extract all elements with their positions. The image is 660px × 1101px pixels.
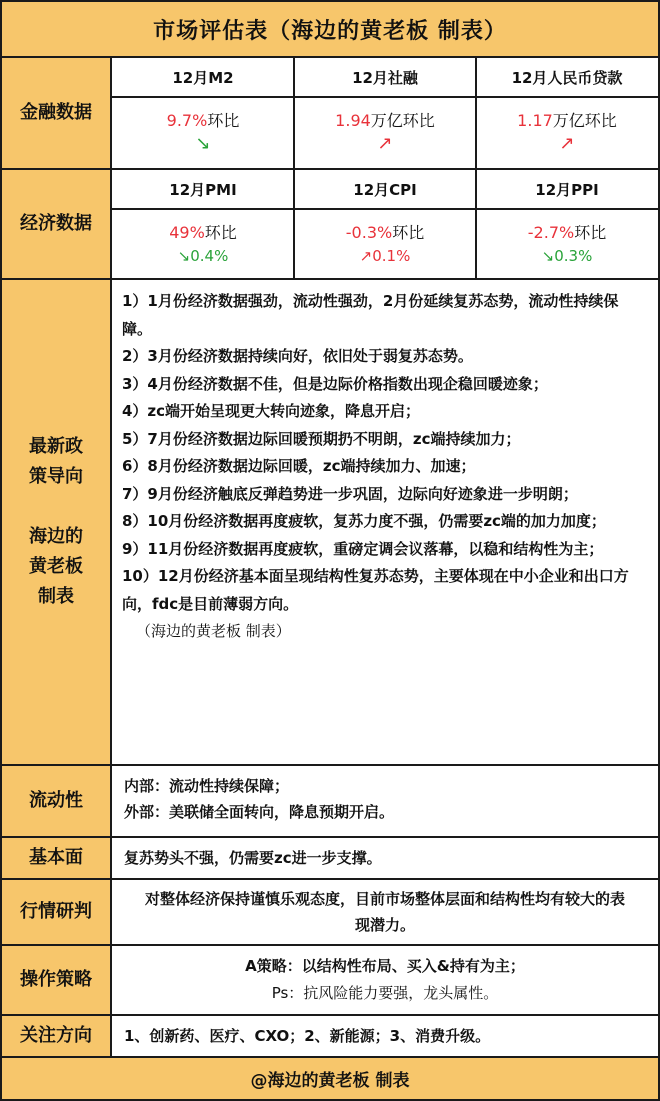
m2-header: 12月M2 [112, 58, 294, 98]
cpi-change: 0.1% [372, 247, 411, 265]
column-divider [475, 170, 477, 278]
fundamentals-content [112, 838, 658, 878]
pmi-value: 49% [169, 223, 205, 242]
trend-down-icon: ↘ [177, 247, 191, 265]
trend-up-icon: ↗ [377, 133, 393, 154]
policy-list [112, 280, 658, 764]
focus-section [2, 1016, 658, 1058]
trend-up-icon: ↗ [559, 133, 575, 154]
m2-value: 9.7% [166, 111, 208, 130]
liquidity-internal: 内部：流动性持续保障； [124, 777, 290, 795]
policy-label-line: 海边的 [29, 526, 83, 547]
cpi-suffix: 环比 [392, 223, 425, 242]
rmb-loans-cell [476, 98, 658, 168]
fundamentals-label: 基本面 [2, 838, 112, 878]
research-label: 行情研判 [2, 880, 112, 944]
liquidity-label: 流动性 [2, 766, 112, 836]
policy-label-line: 制表 [38, 586, 74, 607]
ppi-cell [476, 210, 658, 278]
focus-content [112, 1016, 658, 1056]
rmb-loans-value: 1.17 [517, 111, 553, 130]
economy-section [2, 170, 658, 280]
rmb-loans-suffix: 万亿环比 [552, 111, 617, 130]
policy-label-line: 最新政 [29, 436, 83, 457]
social-financing-cell [294, 98, 476, 168]
ppi-header: 12月PPI [476, 170, 658, 210]
policy-item: 8）10月份经济数据再度疲软，复苏力度不强，仍需要zc端的加力加度； [122, 512, 606, 530]
economy-label: 经济数据 [2, 170, 112, 278]
cpi-value: -0.3% [345, 223, 393, 242]
liquidity-section [2, 766, 658, 838]
research-text: 对整体经济保持谨慎乐观态度，目前市场整体层面和结构性均有较大的表现潜力。 [144, 890, 625, 934]
economy-grid [112, 170, 658, 278]
policy-item: 2）3月份经济数据持续向好，依旧处于弱复苏态势。 [122, 347, 473, 365]
footer [2, 1058, 658, 1099]
finance-grid [112, 58, 658, 168]
policy-note: （海边的黄老板 制表） [136, 622, 291, 640]
m2-suffix: 环比 [207, 111, 240, 130]
ppi-suffix: 环比 [574, 223, 607, 242]
footer-text: @海边的黄老板 制表 [250, 1071, 410, 1091]
table-title-text: 市场评估表（海边的黄老板 制表） [153, 18, 507, 44]
policy-item: 7）9月份经济触底反弹趋势进一步巩固，边际向好迹象进一步明朗； [122, 484, 578, 503]
policy-item: 3）4月份经济数据不佳，但是边际价格指数出现企稳回暖迹象； [122, 374, 548, 393]
fundamentals-section [2, 838, 658, 880]
social-financing-suffix: 万亿环比 [370, 111, 435, 130]
cpi-cell [294, 210, 476, 278]
strategy-content [112, 946, 658, 1014]
focus-label: 关注方向 [2, 1016, 112, 1056]
trend-up-icon: ↗ [359, 247, 373, 265]
strategy-section [2, 946, 658, 1016]
pmi-cell [112, 210, 294, 278]
column-divider [293, 58, 295, 168]
policy-item: 1）1月份经济数据强劲，流动性强劲，2月份延续复苏态势，流动性持续保障。 [122, 292, 619, 338]
policy-item: 4）zc端开始呈现更大转向迹象，降息开启； [122, 402, 421, 420]
rmb-loans-header: 12月人民币贷款 [476, 58, 658, 98]
policy-item: 10）12月份经济基本面呈现结构性复苏态势，主要体现在中小企业和出口方向，fdc是目前薄弱方向。 [122, 567, 629, 613]
strategy-label: 操作策略 [2, 946, 112, 1014]
ppi-value: -2.7% [527, 223, 575, 242]
strategy-line-ps: Ps：抗风险能力要强，龙头属性。 [271, 984, 499, 1002]
social-financing-header: 12月社融 [294, 58, 476, 98]
policy-label-line: 策导向 [29, 466, 83, 487]
pmi-suffix: 环比 [204, 223, 237, 242]
policy-section [2, 280, 658, 766]
policy-label [2, 280, 112, 764]
liquidity-content [112, 766, 658, 836]
finance-label: 金融数据 [2, 58, 112, 168]
pmi-header: 12月PMI [112, 170, 294, 210]
ppi-change: 0.3% [554, 247, 593, 265]
strategy-line-a: A策略：以结构性布局、买入&持有为主； [245, 957, 525, 975]
column-divider [475, 58, 477, 168]
policy-label-line: 黄老板 [29, 556, 83, 577]
policy-item: 6）8月份经济数据边际回暖，zc端持续加力、加速； [122, 457, 476, 475]
table-title [2, 2, 658, 58]
policy-item: 9）11月份经济数据再度疲软，重磅定调会议落幕，以稳和结构性为主； [122, 539, 604, 558]
focus-text: 1、创新药、医疗、CXO；2、新能源；3、消费升级。 [124, 1027, 491, 1045]
liquidity-external: 外部：美联储全面转向，降息预期开启。 [124, 803, 395, 821]
research-content [112, 880, 658, 944]
pmi-change: 0.4% [190, 247, 229, 265]
finance-section [2, 58, 658, 170]
cpi-header: 12月CPI [294, 170, 476, 210]
m2-cell [112, 98, 294, 168]
social-financing-value: 1.94 [335, 111, 371, 130]
trend-down-icon: ↘ [195, 133, 211, 154]
fundamentals-text: 复苏势头不强，仍需要zc进一步支撑。 [124, 849, 382, 867]
column-divider [293, 170, 295, 278]
policy-item: 5）7月份经济数据边际回暖预期扔不明朗，zc端持续加力； [122, 429, 521, 448]
trend-down-icon: ↘ [541, 247, 555, 265]
research-section [2, 880, 658, 946]
